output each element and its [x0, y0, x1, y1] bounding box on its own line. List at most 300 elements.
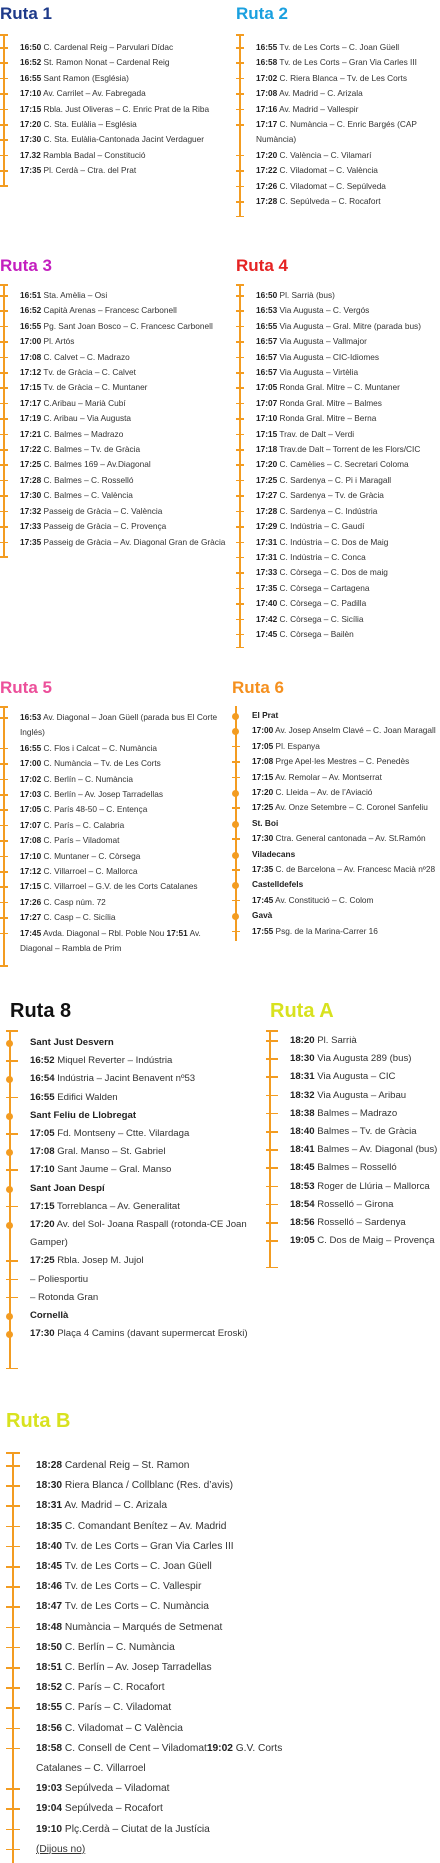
stop-time: 17:25: [252, 802, 274, 813]
stop-time: 18:51: [36, 1662, 63, 1674]
route-stop: [266, 1123, 440, 1141]
stop-time: 17:05: [252, 740, 274, 751]
route-stop: [0, 411, 232, 426]
route-title: Ruta 1: [0, 4, 52, 23]
route-stop: [0, 350, 232, 365]
stop-time: 17:07: [20, 819, 42, 830]
town-name: El Prat: [252, 710, 279, 720]
stop-place: Passeig de Gràcia – C. València: [41, 505, 163, 516]
stop-time: 17:15: [20, 382, 42, 393]
town-heading: [6, 1180, 268, 1198]
route-stop: [0, 334, 232, 349]
stop-time: 18:31: [36, 1500, 63, 1512]
stop-place: Av. Josep Anselm Clavé – C. Joan Maragall: [273, 725, 436, 736]
route-stop: [236, 519, 440, 534]
stop-place: Via Augusta 289 (bus): [314, 1053, 412, 1065]
route-stop: [6, 1698, 306, 1718]
stop-place: C. Consell de Cent – Viladomat: [62, 1742, 207, 1754]
stop-place: C. Villarroel – G.V. de les Corts Catalanes: [41, 881, 198, 892]
stop-time: 16:52: [30, 1055, 55, 1067]
route-stop: [6, 1739, 306, 1779]
stop-time: 17:35: [20, 536, 42, 547]
route-stop: [0, 457, 232, 472]
stop-time: 18:56: [290, 1217, 315, 1229]
route-timeline: [236, 284, 440, 648]
route-stop: [6, 1252, 268, 1270]
route-1: [0, 4, 232, 187]
town-name: Gavà: [252, 910, 273, 921]
stop-place: C. de Barcelona – Av. Francesc Macià nº28: [273, 864, 436, 875]
stop-time: 17:30: [252, 833, 274, 844]
stop-place: C. Sardenya – C. Pi i Maragall: [277, 474, 392, 485]
stop-place: Tv. de Les Corts – Gran Via Carles III: [277, 57, 417, 68]
route-stop: [6, 1678, 306, 1698]
route-title: Ruta 6: [232, 678, 284, 697]
stop-time: 16:55: [30, 1091, 55, 1103]
route-stop: [236, 71, 440, 86]
stop-place: Plaça 4 Camins (davant supermercat Eroski): [54, 1328, 248, 1340]
route-stop: [0, 895, 232, 910]
stop-time: 17:00: [20, 336, 42, 347]
route-stop: [6, 1052, 268, 1070]
stop-time: 18:46: [36, 1581, 63, 1593]
timeline-cap: [0, 706, 8, 708]
stop-time: 19:02: [206, 1742, 233, 1754]
stop-time: 17:20: [20, 119, 42, 130]
route-stop: [236, 194, 440, 209]
stop-time: 18:54: [290, 1198, 315, 1210]
route-stop: [236, 303, 440, 318]
route-stop: [0, 864, 232, 879]
town-heading: [6, 1107, 268, 1125]
stop-time: 17:30: [20, 134, 42, 145]
route-stop: [6, 1496, 306, 1516]
stop-place: St. Ramon Nonat – Cardenal Reig: [41, 57, 170, 68]
stop-place: Av. Madrid – C. Arizala: [62, 1500, 167, 1512]
stop-place: Via Augusta – CIC: [314, 1071, 396, 1083]
stop-time: 17:22: [20, 444, 42, 455]
route-stop: [236, 612, 440, 627]
stop-time: 18:31: [290, 1071, 315, 1083]
stop-time: 17:20: [30, 1219, 55, 1231]
timeline-cap: [0, 34, 8, 36]
route-stop: [236, 55, 440, 70]
route-6: [232, 678, 440, 941]
stop-time: 17:31: [256, 551, 278, 562]
route-stop: [0, 319, 232, 334]
route-stop: [0, 86, 232, 101]
route-stop: [0, 849, 232, 864]
stop-list: [0, 288, 232, 550]
stop-place: Ronda Gral. Mitre – Berna: [277, 413, 377, 424]
stop-time: 17:45: [20, 927, 42, 938]
stop-place: Balmes – Av. Diagonal (bus): [314, 1144, 438, 1156]
stop-time: 17:21: [20, 428, 42, 439]
stop-place: Av. Madrid – Vallespir: [277, 103, 359, 114]
stop-time: 16:57: [256, 351, 278, 362]
route-timeline: [0, 706, 232, 967]
stop-time: 16:53: [256, 305, 278, 316]
stop-time: 17:10: [30, 1164, 55, 1176]
route-stop: [236, 411, 440, 426]
stop-list: [236, 40, 440, 209]
stop-place: Miquel Reverter – Indústria: [54, 1055, 173, 1067]
stop-time: 18:47: [36, 1601, 63, 1613]
timeline-cap: [236, 284, 244, 286]
route-title: Ruta 2: [236, 4, 288, 23]
route-stop-continuation: [6, 1271, 268, 1289]
stop-time: 18:30: [290, 1053, 315, 1065]
route-note-text: (Dijous no): [36, 1843, 86, 1855]
stop-place: Torreblanca – Av. Generalitat: [54, 1200, 180, 1212]
stop-place: C. Villarroel – C. Mallorca: [41, 866, 138, 877]
route-stop: [0, 710, 232, 741]
stop-time: 16:55: [20, 320, 42, 331]
route-stop: [236, 319, 440, 334]
stop-place: C. Aribau – Via Augusta: [41, 413, 132, 424]
route-stop: [236, 535, 440, 550]
stop-place: Edifici Walden: [54, 1091, 118, 1103]
town-name: Sant Joan Despí: [30, 1182, 105, 1194]
stop-time: 17:33: [20, 521, 42, 532]
town-heading: [232, 708, 440, 723]
route-stop: [232, 924, 440, 939]
stop-time: 16:57: [256, 367, 278, 378]
route-stop: [236, 102, 440, 117]
stop-place: Tv. de Les Corts – C. Vallespir: [62, 1581, 202, 1593]
stop-list: [0, 40, 232, 179]
route-stop: [236, 117, 440, 148]
town-name: St. Boi: [252, 817, 279, 828]
stop-place: Via Augusta – C. Vergós: [277, 305, 370, 316]
stop-place: Fd. Montseny – Ctte. Vilardaga: [54, 1128, 190, 1140]
route-stop: [266, 1050, 440, 1068]
stop-place: C. Berlín – Av. Josep Tarradellas: [41, 789, 163, 800]
stop-place: C. Viladomat – C. València: [277, 165, 378, 176]
route-stop: [0, 910, 232, 925]
route-timeline: [0, 284, 232, 558]
stop-time: 17:28: [20, 474, 42, 485]
stop-place: C. Comandant Benítez – Av. Madrid: [62, 1520, 227, 1532]
town-name: Viladecans: [252, 848, 296, 859]
route-stop: [236, 504, 440, 519]
stop-place: Rbla. Josep M. Jujol: [54, 1255, 144, 1267]
stop-time: 17:10: [20, 88, 42, 99]
route-stop: [266, 1178, 440, 1196]
stop-place: C. Balmes – C. Rosselló: [41, 474, 134, 485]
stop-place: Trav.de Dalt – Torrent de les Flors/CIC: [277, 444, 421, 455]
route-stop: [232, 770, 440, 785]
route-stop: [236, 163, 440, 178]
stop-place: Av. Diagonal – Joan Güell (parada bus El Corte Inglés): [20, 712, 218, 738]
town-name: Sant Feliu de Llobregat: [30, 1109, 137, 1121]
stop-time: 17:20: [256, 149, 278, 160]
stop-time: 17:27: [256, 490, 278, 501]
route-stop: [232, 723, 440, 738]
stop-place: C. Sepúlveda – C. Rocafort: [277, 196, 381, 207]
stop-place: Av. Carrilet – Av. Fabregada: [41, 88, 146, 99]
stop-place: C. Berlín – C. Numància: [41, 773, 133, 784]
route-stop: [266, 1087, 440, 1105]
stop-time: 18:53: [290, 1180, 315, 1192]
stop-place: Sant Jaume – Gral. Manso: [54, 1164, 172, 1176]
route-stop: [236, 396, 440, 411]
stop-place: C. Balmes 169 – Av.Diagonal: [41, 459, 151, 470]
stop-time: 17:22: [256, 165, 278, 176]
route-stop: [266, 1032, 440, 1050]
timeline-cap: [6, 1368, 18, 1370]
route-stop: [6, 1161, 268, 1179]
timeline-cap: [266, 1267, 278, 1269]
route-stop: [6, 1537, 306, 1557]
stop-time: 19:05: [290, 1235, 315, 1247]
route-5: [0, 678, 232, 967]
stop-place: Av. Remolar – Av. Montserrat: [273, 771, 382, 782]
stop-time: 17:15: [20, 881, 42, 892]
route-stop: [6, 1799, 306, 1819]
stop-place: Balmes – Madrazo: [314, 1107, 398, 1119]
stop-time: 17:30: [30, 1328, 55, 1340]
stop-time: 17:19: [20, 413, 42, 424]
stop-place: C. Indústria – C. Gaudí: [277, 521, 365, 532]
stop-place: Capità Arenas – Francesc Carbonell: [41, 305, 177, 316]
timeline-cap: [6, 1452, 20, 1454]
stop-time: 16:57: [256, 336, 278, 347]
stop-time: 18:55: [36, 1702, 63, 1714]
route-stop: [0, 772, 232, 787]
route-a: [266, 998, 440, 1268]
route-stop: [0, 303, 232, 318]
stop-place: C. Sta. Eulàlia – Església: [41, 119, 137, 130]
stop-place: C. París – C. Rocafort: [62, 1682, 165, 1694]
route-stop: [0, 535, 232, 550]
stop-list: [6, 1034, 268, 1343]
stop-place: C. Sta. Eulàlia-Cantonada Jacint Verdaguer: [41, 134, 205, 145]
route-title: Ruta 4: [236, 256, 288, 275]
stop-place: Tv. de Les Corts – Gran Via Carles III: [62, 1540, 234, 1552]
stop-place: Rosselló – Sardenya: [314, 1217, 406, 1229]
town-heading: [232, 847, 440, 862]
stop-time: 17:17: [256, 119, 278, 130]
route-2: [236, 4, 440, 217]
stop-place: Avda. Diagonal – Rbl. Poble Nou: [41, 927, 167, 938]
route-stop: [266, 1105, 440, 1123]
route-stop: [236, 550, 440, 565]
stop-time: 16:55: [20, 742, 42, 753]
stop-time: 17:02: [256, 72, 278, 83]
stop-place: Passeig de Gràcia – C. Provença: [41, 521, 167, 532]
stop-time: 18:40: [36, 1540, 63, 1552]
stop-time: 17:07: [256, 397, 278, 408]
stop-place: C. Flos i Calcat – C. Numància: [41, 742, 157, 753]
stop-time: 18:45: [290, 1162, 315, 1174]
stop-place: Gral. Manso – St. Gabriel: [54, 1146, 166, 1158]
route-stop: [232, 739, 440, 754]
route-3: [0, 256, 232, 558]
stop-place: Pl. Sarrià: [314, 1035, 357, 1046]
route-stop: [236, 288, 440, 303]
route-stop: [266, 1068, 440, 1086]
timeline-cap: [0, 965, 8, 967]
route-stop: [232, 893, 440, 908]
stop-place: Via Augusta – Gral. Mitre (parada bus): [277, 320, 421, 331]
route-stop: [6, 1517, 306, 1537]
route-b: [6, 1408, 306, 1863]
stop-place: – Poliesportiu: [30, 1273, 89, 1285]
stop-place: C. Camèlies – C. Secretari Coloma: [277, 459, 409, 470]
route-stop: [6, 1456, 306, 1476]
route-stop: [6, 1070, 268, 1088]
route-title: Ruta 5: [0, 678, 52, 697]
stop-time: 16:58: [256, 57, 278, 68]
stop-place: Cardenal Reig – St. Ramon: [62, 1460, 190, 1471]
stop-place: C. París 48-50 – C. Entença: [41, 804, 148, 815]
route-stop-continuation: [6, 1289, 268, 1307]
stop-place: C. Indústria – C. Dos de Maig: [277, 536, 389, 547]
stop-time: 18:45: [36, 1561, 63, 1573]
stop-place: Av. Madrid – C. Arizala: [277, 88, 363, 99]
route-stop: [0, 879, 232, 894]
route-stop: [0, 504, 232, 519]
route-stop: [0, 802, 232, 817]
stop-place: C. París – C. Calabria: [41, 819, 125, 830]
timeline-cap: [6, 1030, 18, 1032]
route-stop: [6, 1658, 306, 1678]
route-stop: [236, 350, 440, 365]
timeline-cap: [0, 556, 8, 558]
stop-time: 17:26: [256, 180, 278, 191]
town-heading: [232, 908, 440, 923]
route-stop: [0, 71, 232, 86]
route-note: [6, 1840, 306, 1860]
stop-time: 17:15: [30, 1200, 55, 1212]
stop-time: 17:30: [20, 490, 42, 501]
timeline-cap: [236, 647, 244, 649]
timeline-cap: [236, 34, 244, 36]
stop-time: 17:27: [20, 912, 42, 923]
route-stop: [6, 1719, 306, 1739]
stop-place: C. Balmes – Tv. de Gràcia: [41, 444, 141, 455]
stop-time: 18:38: [290, 1107, 315, 1119]
town-name: Castelldefels: [252, 879, 304, 890]
stop-place: C. Calvet – C. Madrazo: [41, 351, 130, 362]
route-stop: [0, 787, 232, 802]
stop-time: 17:17: [20, 397, 42, 408]
stop-time: 17:05: [256, 382, 278, 393]
stop-place: Balmes – Rosselló: [314, 1162, 397, 1174]
route-stop: [0, 926, 232, 957]
route-timeline: [6, 1452, 306, 1863]
stop-time: 16:55: [256, 320, 278, 331]
stop-time: 17:02: [20, 773, 42, 784]
stop-time: 17:10: [20, 850, 42, 861]
route-stop: [232, 862, 440, 877]
stop-place: C. Numància – Tv. de Les Corts: [41, 758, 161, 769]
stop-time: 16:52: [20, 305, 42, 316]
stop-place: Pl. Sarrià (bus): [277, 290, 335, 300]
stop-time: 18:40: [290, 1126, 315, 1138]
route-stop: [0, 488, 232, 503]
stop-place: C. Berlín – C. Numància: [62, 1641, 175, 1653]
stop-time: 17:12: [20, 367, 42, 378]
stop-place: Pl. Espanya: [273, 740, 320, 751]
stop-place: Sepúlveda – Rocafort: [62, 1803, 163, 1815]
stop-time: 17:20: [252, 787, 274, 798]
stop-list: [6, 1456, 306, 1860]
route-stop: [232, 785, 440, 800]
stop-place: C. Còrsega – C. Dos de maig: [277, 567, 388, 578]
stop-place: Av. Diagonal – Rambla de Prim: [20, 927, 201, 954]
stop-time: 17:35: [256, 582, 278, 593]
stop-time: 17:31: [256, 536, 278, 547]
stop-time: 17:40: [256, 598, 278, 609]
stop-place: C. Riera Blanca – Tv. de Les Corts: [277, 72, 407, 83]
route-stop: [236, 86, 440, 101]
stop-time: 17:00: [20, 758, 42, 769]
stop-place: Roger de Llúria – Mallorca: [314, 1180, 430, 1192]
stop-place: Tv. de Les Corts – C. Numància: [62, 1601, 209, 1613]
stop-place: C. Balmes – Madrazo: [41, 428, 124, 439]
route-stop: [0, 756, 232, 771]
route-title: Ruta A: [270, 1000, 334, 1022]
stop-place: Sepúlveda – Viladomat: [62, 1783, 170, 1795]
stop-place: Tv. de Gràcia – C. Muntaner: [41, 382, 148, 393]
stop-time: 17:45: [252, 894, 274, 905]
route-stop: [6, 1125, 268, 1143]
stop-time: 17:55: [252, 925, 274, 936]
stop-time: 17:42: [256, 613, 278, 624]
route-stop: [266, 1141, 440, 1159]
stop-time: 17:29: [256, 521, 278, 532]
route-stop: [236, 40, 440, 55]
stop-place: G.V. Corts Catalanes – C. Villarroel: [36, 1742, 283, 1775]
stop-time: 17:00: [252, 725, 274, 736]
stop-place: Numància – Marqués de Setmenat: [62, 1621, 223, 1633]
route-stop: [0, 427, 232, 442]
route-stop: [232, 831, 440, 846]
stop-place: Ctra. General cantonada – Av. St.Ramón: [273, 833, 426, 844]
stop-time: 17:28: [256, 196, 278, 207]
stop-place: Pl. Cerdà – Ctra. del Prat: [41, 165, 137, 176]
stop-time: 17:15: [252, 771, 274, 782]
stop-place: C. Indústria – C. Conca: [277, 551, 366, 562]
stop-time: 17:35: [252, 864, 274, 875]
stop-time: 17:05: [20, 804, 42, 815]
stop-place: C. Viladomat – C. Sepúlveda: [277, 180, 386, 191]
route-stop: [6, 1198, 268, 1216]
stop-place: C. Numància – C. Enric Bargés (CAP Numància): [256, 119, 417, 145]
stop-time: 17:35: [20, 165, 42, 176]
route-stop: [6, 1779, 306, 1799]
stop-time: 18:52: [36, 1682, 63, 1694]
route-stop: [236, 148, 440, 163]
route-4: [236, 256, 440, 648]
route-stop: [266, 1232, 440, 1250]
route-stop: [0, 163, 232, 178]
stop-time: 17:32: [20, 505, 42, 516]
route-stop: [0, 442, 232, 457]
stop-place: C. Còrsega – C. Padilla: [277, 598, 367, 609]
route-timeline: [6, 1030, 268, 1369]
stop-place: C. Sardenya – C. Indústria: [277, 505, 378, 516]
stop-time: 18:32: [290, 1089, 315, 1101]
route-stop: [6, 1820, 306, 1840]
stop-place: Via Augusta – Vallmajor: [277, 336, 367, 347]
stop-time: 17.32: [20, 149, 41, 160]
stop-place: Av. Constitució – C. Colom: [273, 894, 374, 905]
stop-place: Tv. de Les Corts – C. Joan Güell: [277, 42, 400, 52]
stop-place: C. París – Viladomat: [41, 835, 120, 846]
